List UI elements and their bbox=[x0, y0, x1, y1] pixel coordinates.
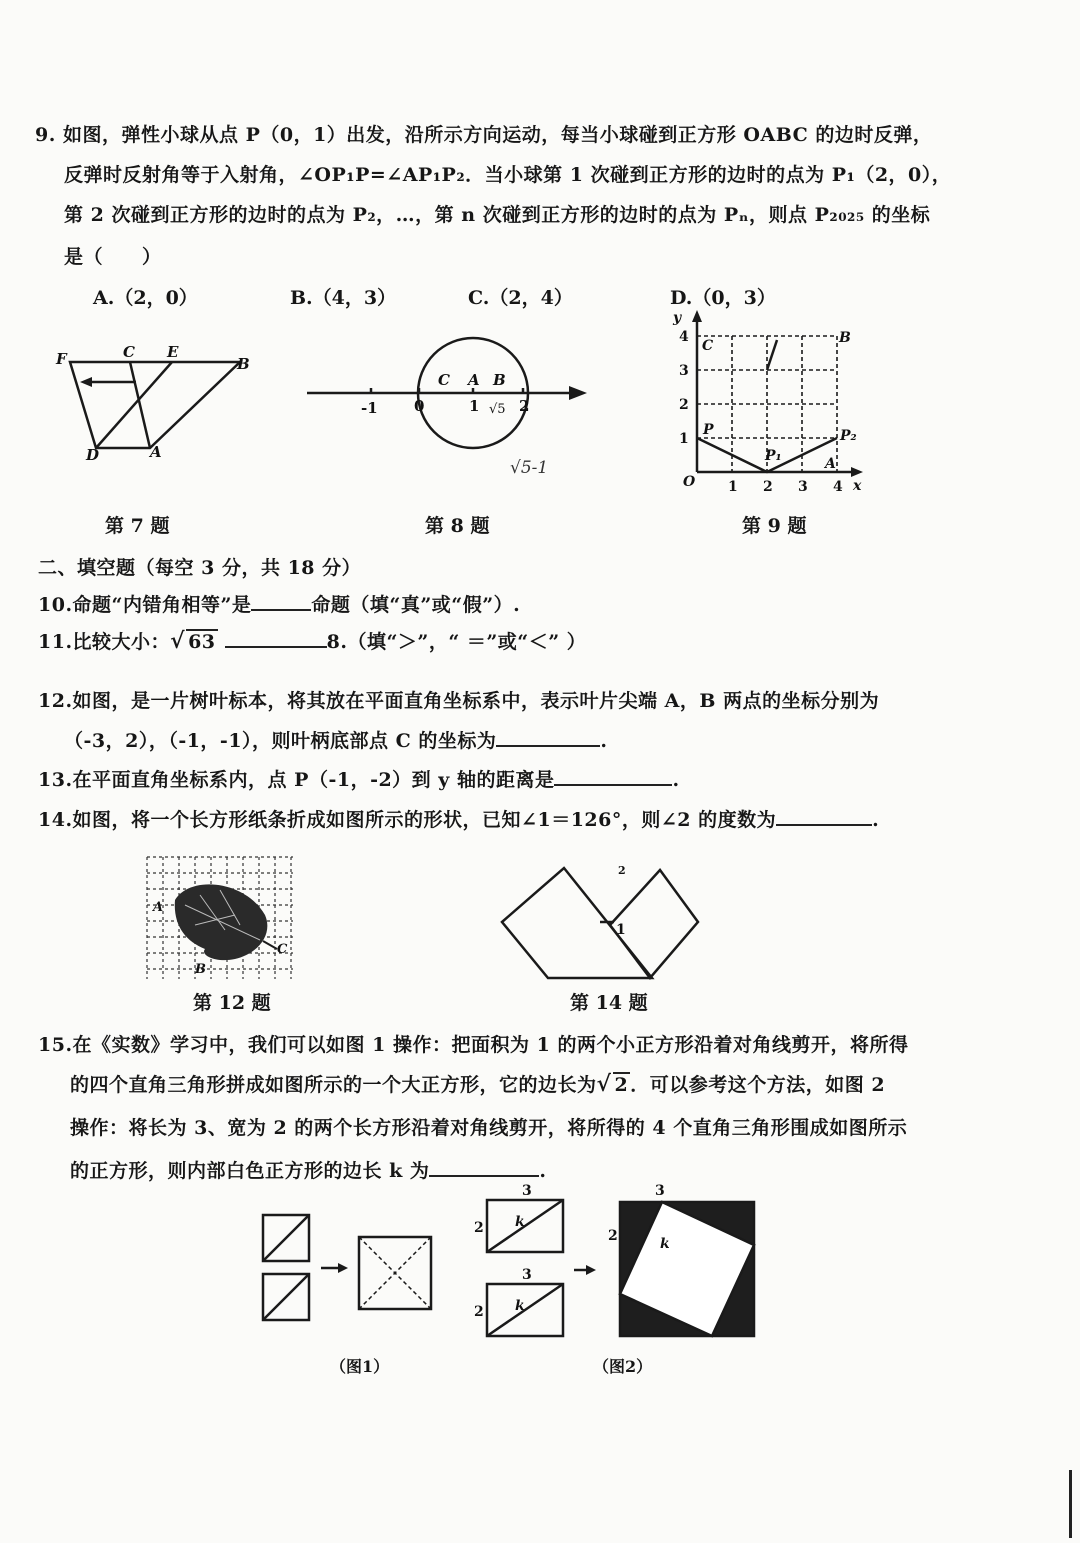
fig8-tick-1: 1 bbox=[469, 397, 480, 415]
q9-line2: 反弹时反射角等于入射角，∠OP₁P=∠AP₁P₂．当小球第 1 次碰到正方形的边时的点为 P₁（2，0）， bbox=[64, 164, 952, 186]
fig9-label-c: C bbox=[702, 338, 714, 354]
fig7-label-c: C bbox=[123, 343, 135, 361]
q9-line4: 是（ ） bbox=[64, 246, 162, 268]
fig9-ytick-2: 2 bbox=[679, 397, 689, 413]
q15-line4-text: 的正方形，则内部白色正方形的边长 k 为 bbox=[70, 1160, 430, 1182]
fig2-rect1-k: k bbox=[515, 1214, 525, 1230]
fig12-label-b: B bbox=[195, 962, 206, 977]
fig9-ytick-4: 4 bbox=[679, 329, 689, 345]
fig9-caption: 第 9 题 bbox=[742, 515, 807, 537]
q11-text-before: 11.比较大小： bbox=[38, 631, 171, 653]
fig7-label-a: A bbox=[150, 443, 162, 461]
fig2-square-top-3: 3 bbox=[655, 1183, 665, 1199]
fig2-rect1-top-3: 3 bbox=[522, 1183, 532, 1199]
q15-line2 bbox=[70, 1070, 885, 1097]
q11-text-after: 8.（填“＞”，“ ＝”或“＜” ） bbox=[326, 631, 587, 653]
fig8-label-a: A bbox=[468, 371, 480, 389]
fig9-label-p1: P₁ bbox=[765, 448, 782, 464]
fig2-square-k: k bbox=[660, 1236, 670, 1252]
q10-text-after: 命题（填“真”或“假”）. bbox=[311, 594, 521, 616]
q11-sqrt bbox=[170, 628, 217, 654]
fig9-label-p2: P₂ bbox=[840, 428, 857, 444]
figure-15-1 bbox=[258, 1210, 438, 1330]
q12-answer-blank[interactable] bbox=[496, 727, 600, 747]
fig12-label-a: A bbox=[153, 900, 164, 915]
fig8-handnote-root5: √5 bbox=[489, 402, 506, 417]
sqrt-symbol: √ bbox=[596, 1071, 612, 1097]
fig7-label-d: D bbox=[86, 446, 100, 464]
q14-text-before: 14.如图，将一个长方形纸条折成如图所示的形状，已知∠1＝126°，则∠2 的度数为 bbox=[38, 809, 777, 831]
fig8-handwritten-note: √5-1 bbox=[510, 458, 549, 478]
fig8-tick-2: 2 bbox=[519, 397, 530, 415]
q9-option-b: B.（4，3） bbox=[290, 287, 397, 309]
fig8-tick-0: 0 bbox=[414, 397, 425, 415]
section2-heading: 二、填空题（每空 3 分，共 18 分） bbox=[38, 557, 362, 579]
figure-14 bbox=[500, 860, 705, 985]
q15-answer-blank[interactable] bbox=[429, 1157, 539, 1177]
fig9-origin: O bbox=[683, 474, 696, 490]
fig7-label-b: B bbox=[237, 355, 250, 373]
fig8-label-c: C bbox=[438, 371, 450, 389]
q15-line4-end: . bbox=[539, 1160, 547, 1182]
fig9-ytick-1: 1 bbox=[679, 431, 689, 447]
fig2-rect2-side-2: 2 bbox=[474, 1304, 484, 1320]
q15-line2-text: 的四个直角三角形拼成如图所示的一个大正方形，它的边长为 bbox=[70, 1074, 597, 1096]
q11 bbox=[38, 627, 586, 654]
fig9-xtick-3: 3 bbox=[798, 479, 808, 495]
q15-line1: 15.在《实数》学习中，我们可以如图 1 操作：把面积为 1 的两个小正方形沿着对角线剪开，将所得 bbox=[38, 1034, 909, 1056]
q13 bbox=[38, 765, 680, 792]
fig8-label-b: B bbox=[493, 371, 506, 389]
fig8-tick-neg1: -1 bbox=[361, 399, 378, 417]
fig7-label-f: F bbox=[56, 350, 67, 368]
q13-text-before: 13.在平面直角坐标系内，点 P（-1，-2）到 y 轴的距离是 bbox=[38, 769, 555, 791]
figure-7 bbox=[50, 340, 260, 470]
q12-line2 bbox=[64, 726, 608, 753]
figure-9 bbox=[665, 308, 875, 493]
fig2-square-side-2: 2 bbox=[608, 1228, 618, 1244]
sqrt-symbol: √ bbox=[170, 628, 186, 654]
figure-15-2 bbox=[470, 1180, 765, 1345]
q10-text-before: 10.命题“内错角相等”是 bbox=[38, 594, 252, 616]
fig2-rect2-k: k bbox=[515, 1298, 525, 1314]
q9-line3: 第 2 次碰到正方形的边时的点为 P₂，…，第 n 次碰到正方形的边时的点为 Pₙ，则点 P₂₀₂₅ 的坐标 bbox=[64, 204, 931, 226]
fig9-xtick-4: 4 bbox=[833, 479, 843, 495]
q10 bbox=[38, 590, 520, 617]
figure-8 bbox=[305, 345, 595, 485]
q15-line3: 操作：将长为 3、宽为 2 的两个长方形沿着对角线剪开，将所得的 4 个直角三角形围成如图所示 bbox=[70, 1117, 908, 1139]
q11-radicand: 63 bbox=[188, 631, 216, 653]
q14 bbox=[38, 805, 879, 832]
q15-line4 bbox=[70, 1156, 547, 1183]
q9-line1: 9. 如图，弹性小球从点 P（0，1）出发，沿所示方向运动，每当小球碰到正方形 OABC 的边时反弹， bbox=[35, 124, 933, 146]
fig14-angle-2: 2 bbox=[618, 864, 626, 877]
q9-option-c: C.（2，4） bbox=[468, 287, 573, 309]
fig9-label-b: B bbox=[839, 330, 851, 346]
q13-text-after: . bbox=[672, 769, 680, 791]
q10-answer-blank[interactable] bbox=[251, 591, 311, 611]
fig7-label-e: E bbox=[167, 343, 179, 361]
q13-answer-blank[interactable] bbox=[554, 766, 672, 786]
q15-radicand: 2 bbox=[614, 1074, 629, 1096]
q9-option-d: D.（0，3） bbox=[670, 287, 776, 309]
fig15-1-caption: （图1） bbox=[330, 1357, 390, 1376]
q14-text-after: . bbox=[872, 809, 880, 831]
q15-sqrt bbox=[596, 1071, 631, 1097]
fig7-trapezoid bbox=[70, 362, 240, 448]
q9-option-a: A.（2，0） bbox=[93, 287, 198, 309]
q12-text-end: . bbox=[600, 730, 608, 752]
fig9-label-p: P bbox=[703, 422, 714, 438]
q11-answer-blank[interactable] bbox=[225, 628, 327, 648]
fig12-caption: 第 12 题 bbox=[193, 992, 271, 1014]
fig14-strip-left bbox=[502, 868, 652, 978]
q14-answer-blank[interactable] bbox=[776, 806, 872, 826]
fig2-rect1-side-2: 2 bbox=[474, 1220, 484, 1236]
fig14-angle-1: 1 bbox=[616, 922, 626, 938]
scan-edge-mark bbox=[1069, 1470, 1072, 1538]
fig9-label-a: A bbox=[825, 456, 836, 472]
fig7-caption: 第 7 题 bbox=[105, 515, 170, 537]
fig9-xtick-2: 2 bbox=[763, 479, 773, 495]
fig9-ytick-3: 3 bbox=[679, 363, 689, 379]
fig9-xtick-1: 1 bbox=[728, 479, 738, 495]
q12-text: （-3，2），（-1，-1），则叶柄底部点 C 的坐标为 bbox=[64, 730, 497, 752]
fig15-2-caption: （图2） bbox=[593, 1357, 653, 1376]
fig9-axis-x: x bbox=[853, 478, 862, 494]
fig2-rect2-top-3: 3 bbox=[522, 1267, 532, 1283]
q12-line1: 12.如图，是一片树叶标本，将其放在平面直角坐标系中，表示叶片尖端 A，B 两点的坐标分别为 bbox=[38, 690, 880, 712]
fig9-axis-y: y bbox=[673, 310, 682, 326]
q15-line2-after: ．可以参考这个方法，如图 2 bbox=[630, 1074, 886, 1096]
fig14-caption: 第 14 题 bbox=[570, 992, 648, 1014]
fig12-label-c: C bbox=[277, 942, 288, 957]
fig8-caption: 第 8 题 bbox=[425, 515, 490, 537]
figure-12 bbox=[145, 855, 295, 985]
